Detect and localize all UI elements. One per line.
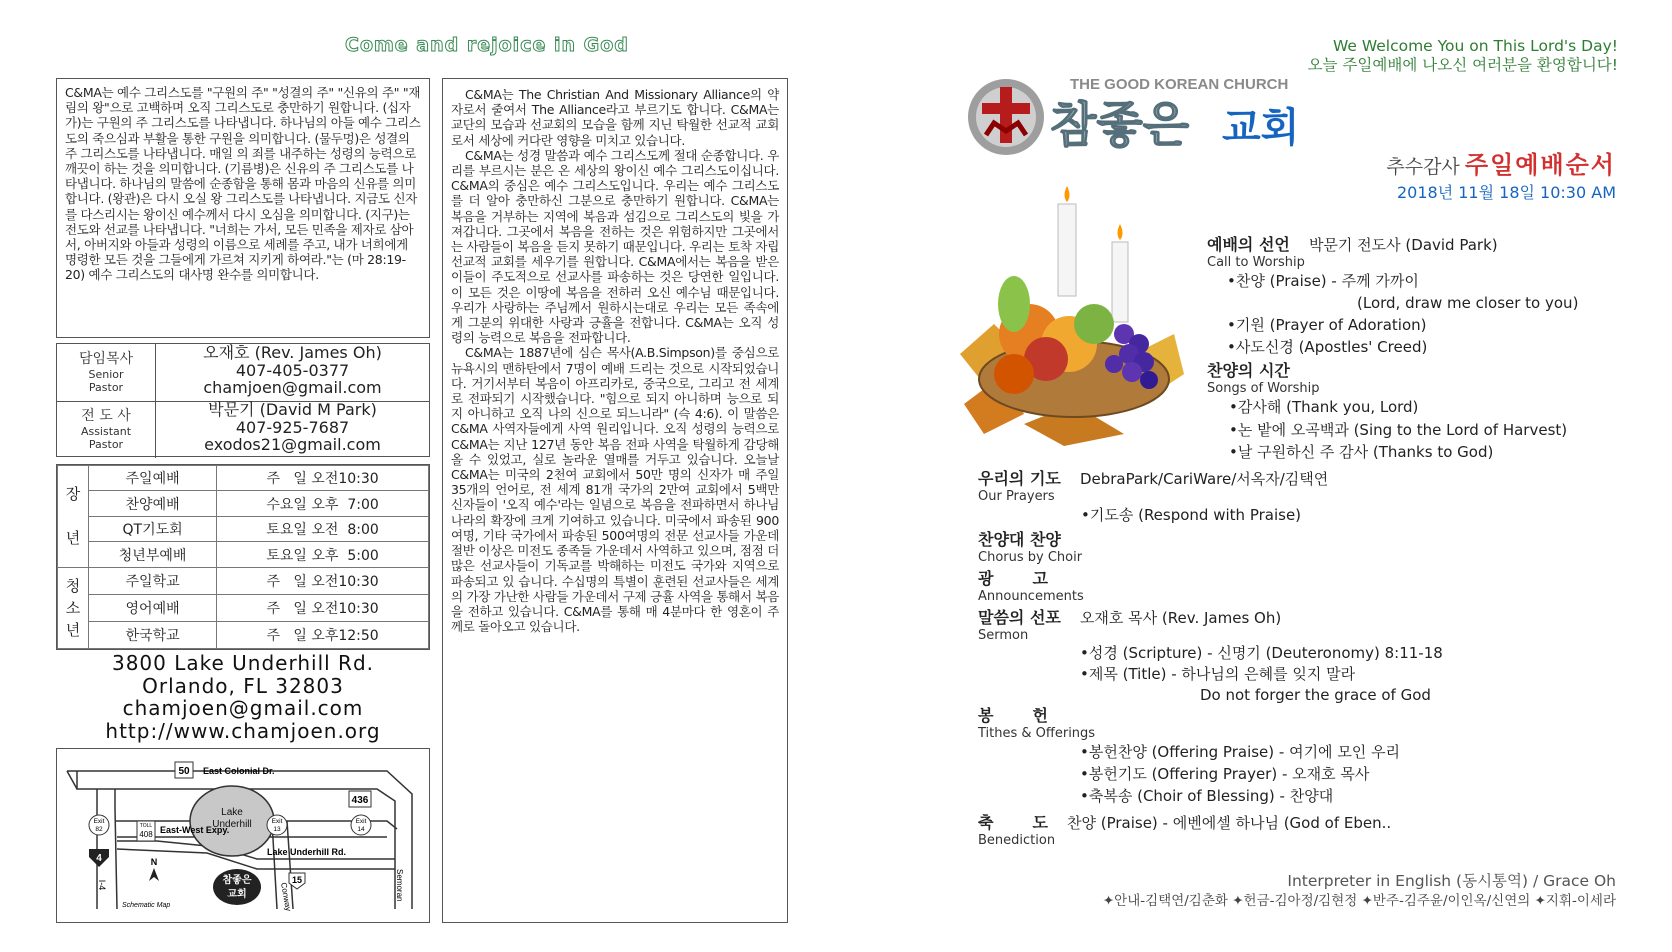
schedule-row	[58, 621, 429, 648]
worship-benediction	[978, 810, 1391, 848]
cma-about-column	[442, 78, 788, 923]
interpreter-note: Interpreter in English (동시통역) / Grace Oh	[1287, 872, 1616, 890]
map-drawing	[57, 749, 428, 921]
order-item: •제목 (Title) - 하나님의 은혜를 잊지 말라	[1080, 665, 1356, 683]
order-item: •봉헌찬양 (Offering Praise) - 여기에 모인 우리	[1080, 743, 1401, 761]
staff-name: 박문기 (David M Park)	[208, 400, 377, 419]
worship-announcements	[978, 566, 1084, 604]
about-paragraph: C&MA는 성경 말씀과 예수 그리스도께 절대 순종합니다. 우리를 부르시는 분은 온 세상의 왕이신 예수 그리스도이십니다. C&MA의 중심은 예수 그리스도입니다. 우리는 예수 그리스도를 더 알아 충만하신 그분으로 충만하기 원합니다. C&MA는 복음을 거부하는 지역에 복음과 섬김으로 그리스도의 빛을 가져갑니다. 그곳에서 복음을 전하는 것은 위험하지만 그곳에서는 사람들이 복음을 듣지 못하기 때문입니다. 우리는 토착 자립 선교적 교회를 세우기를 원합니다. C&MA에서는 복음을 받은 이들이 주도적으로 선교사를 파송하는 것은 당연한 일입니다. 이 모든 것은 이땅에 복음을 전하러 오신 예수님 때문입니다. 우리가 사랑하는 주님께서 원하시는대로 우리는 모든 족속에게 그분의 위대한 사랑과 긍휼을 전합니다. C&MA는 오직 성령의 능력으로 복음을 전파합니다.	[451, 147, 779, 346]
volunteer-list: ✦안내-김택연/김춘화 ✦헌금-김아정/김현정 ✦반주-김주윤/이인옥/신연의 ✦지휘-이세라	[1102, 893, 1616, 909]
role-en: Pastor	[88, 438, 124, 451]
order-title: 말씀의 선포	[978, 608, 1061, 627]
service-title-order: 주일예배순서	[1464, 151, 1616, 179]
about-paragraph: C&MA는 The Christian And Missionary Alliance의 약자로서 줄여서 The Alliance라고 부르기도 합니다. C&MA는 교단의 모습과 선교회의 모습을 함께 지닌 탁월한 선교적 교회로서 세상에 커다란 영향을 미치고 있습니다.	[451, 87, 779, 148]
map-exit13-num: 13	[273, 826, 281, 833]
order-item: •축복송 (Choir of Blessing) - 찬양대	[1080, 787, 1334, 805]
schedule-group-youth: 청 소 년	[58, 567, 89, 648]
about-paragraph: C&MA는 1887년에 심슨 목사(A.B.Simpson)를 중심으로 뉴욕시의 맨하탄에서 7명이 예배 드리는 것으로 시작되었습니다. 거기서부터 복음이 아프리카로, 중국으로, 그리고 전 세계로 전파되기 시작했습니다. "힘으로 되지 아니하며 능으로 되지 아니하고 오직 나의 신으로 되느니라" (슥 4:6). 이 말씀은 C&MA 사역자들에게 사역 원리입니다. 오직 성령의 능력으로 C&MA는 지난 127년 동안 복음 전파 사역을 탁월하게 감당해 올 수 있었고, 실로 놀라운 열매를 거두고 있습니다. 오늘날 C&MA는 미국의 2천여 교회에서 50만 명의 신자가 매 주일 35개의 언어로, 전 세계 81개 국가의 2만여 교회에서 5백만 신자들이 '오직 예수'라는 일념으로 복음을 전파하면서 하나님 나라의 확장에 크게 기여하고 있습니다. 미국에서 파송된 900여명, 기타 국가에서 파송된 500여명의 전문 선교사들 가운데 절반 이상은 미전도 종족들 가운데서 사역하고 있으며, 점점 더 많은 선교사들이 기독교를 박해하는 미전도 국가와 지역으로 파송되고 있 습니다. 수십명의 특별이 훈련된 선교사들은 세계의 가장 가난한 사람들 가운데서 구제 긍휼 사역을 통해서 복음을 전하고 있습니다. C&MA를 통해 매 4분마다 한 영혼이 주께로 돌아오고 있습니다.	[451, 345, 779, 635]
schedule-row	[58, 516, 429, 541]
order-title: 찬양의 시간	[1207, 361, 1290, 380]
map-exit14-num: 14	[357, 826, 365, 833]
logo-en-text: THE GOOD KOREAN CHURCH	[1070, 76, 1289, 93]
order-title-en: Tithes & Offerings	[978, 726, 1096, 741]
order-title-en: Benediction	[978, 833, 1056, 848]
order-title-en: Announcements	[978, 589, 1084, 604]
order-title-en: Call to Worship	[1207, 255, 1305, 270]
map-church-label: 교회	[227, 889, 247, 900]
order-title: 찬양대 찬양	[978, 530, 1061, 549]
order-leader: 박문기 전도사 (David Park)	[1308, 236, 1498, 254]
staff-info	[155, 344, 429, 401]
order-item: •날 구원하신 주 감사 (Thanks to God)	[1229, 443, 1494, 461]
role-en: Pastor	[88, 381, 124, 394]
page-tagline: Come and rejoice in God	[345, 34, 629, 56]
order-item: •찬양 (Praise) - 주께 가까이	[1227, 272, 1419, 290]
schedule-name: 청년부예배	[89, 542, 217, 567]
staff-phone: 407-925-7687	[235, 417, 350, 437]
role-ko: 담임목사	[78, 351, 134, 367]
map-semoran: Semoran	[395, 869, 404, 902]
role-en: Assistant	[80, 425, 132, 438]
service-title	[1386, 145, 1616, 180]
cma-creed-box	[56, 78, 430, 338]
staff-email: chamjoen@gmail.com	[203, 378, 382, 397]
north-icon: N	[150, 857, 158, 867]
staff-info	[155, 401, 429, 458]
map-lake-label: Underhill	[212, 819, 252, 830]
address-email[interactable]: chamjoen@gmail.com	[122, 696, 364, 720]
service-title-thanksgiving: 추수감사	[1386, 156, 1460, 178]
map-conway: Conway	[279, 881, 293, 912]
map-i4: 4	[96, 853, 102, 864]
address-city: Orlando, FL 32803	[142, 673, 344, 698]
order-title: 광 고	[978, 569, 1048, 588]
schedule-time: 수요일 오후 7:00	[217, 491, 429, 516]
schedule-row	[58, 466, 429, 491]
logo-ko-text: 참좋은	[1050, 97, 1190, 153]
schedule-row	[58, 542, 429, 567]
order-title-en: Sermon	[978, 628, 1029, 643]
worship-sermon	[978, 605, 1443, 706]
order-title: 우리의 기도	[978, 469, 1061, 488]
schedule-row	[58, 594, 429, 621]
order-item: (Lord, draw me closer to you)	[1357, 294, 1579, 312]
order-item: Do not forger the grace of God	[1200, 686, 1431, 704]
staff-row-assistant	[57, 401, 429, 458]
role-en: Senior	[88, 368, 124, 381]
map-lake-underhill-rd: Lake Underhill Rd.	[267, 847, 347, 857]
staff-role	[57, 344, 155, 401]
welcome-ko: 오늘 주일예배에 나오신 여러분을 환영합니다!	[1307, 56, 1618, 74]
map-toll: TOLL	[139, 823, 153, 829]
map-i4-label: I-4	[97, 879, 107, 891]
map-east-west: East-West Expy.	[160, 825, 230, 835]
map-hw50: 50	[178, 766, 190, 777]
schedule-name: 영어예배	[89, 594, 217, 621]
map-exit82: Exit	[93, 818, 105, 825]
church-logo	[960, 73, 1410, 163]
map-schematic-label: Schematic Map	[122, 902, 171, 909]
order-title: 예배의 선언	[1207, 235, 1290, 254]
church-address	[56, 652, 430, 742]
harvest-cornucopia-icon	[954, 184, 1189, 449]
order-title-en: Our Prayers	[978, 489, 1055, 504]
service-date: 2018년 11월 18일 10:30 AM	[1396, 183, 1616, 202]
order-leader: 찬양 (Praise) - 에벤에셀 하나님 (God of Eben..	[1066, 814, 1392, 832]
logo-emblem-icon	[960, 73, 1410, 163]
staff-phone: 407-405-0377	[235, 360, 350, 380]
map-lake-label: Lake	[221, 807, 243, 818]
schedule-name: 한국학교	[89, 621, 217, 648]
schedule-time: 주 일 오후12:50	[217, 621, 429, 648]
schedule-time: 주 일 오전10:30	[217, 594, 429, 621]
schedule-time: 토요일 오전 8:00	[217, 516, 429, 541]
schedule-time: 주 일 오전10:30	[217, 567, 429, 594]
welcome-en: We Welcome You on This Lord's Day!	[1332, 37, 1618, 55]
address-street: 3800 Lake Underhill Rd.	[111, 651, 375, 675]
worship-songs	[1207, 358, 1567, 464]
map-exit13: Exit	[271, 818, 283, 825]
schedule-time: 토요일 오후 5:00	[217, 542, 429, 567]
order-item: •사도신경 (Apostles' Creed)	[1227, 338, 1428, 356]
schedule-name: 주일학교	[89, 567, 217, 594]
order-title: 축 도	[978, 813, 1048, 832]
staff-name: 오재호 (Rev. James Oh)	[203, 343, 382, 362]
schedule-time: 주 일 오전10:30	[217, 466, 429, 491]
order-leader: 오재호 목사 (Rev. James Oh)	[1079, 609, 1282, 627]
map-hw15: 15	[291, 875, 303, 885]
order-title-en: Chorus by Choir	[978, 550, 1083, 565]
order-item: •논 밭에 오곡백과 (Sing to the Lord of Harvest)	[1229, 420, 1568, 439]
map-hw436: 436	[351, 795, 369, 806]
order-item: •기도송 (Respond with Praise)	[1081, 506, 1302, 524]
order-title-en: Songs of Worship	[1207, 381, 1320, 396]
order-item: •감사해 (Thank you, Lord)	[1229, 398, 1419, 416]
staff-row-senior	[57, 344, 429, 402]
creed-text: C&MA는 예수 그리스도를 "구원의 주" "성결의 주" "신유의 주" "재림의 왕"으로 고백하며 오직 그리스도로 충만하기 원합니다. (십자가)는 구원의 주 그리스도를 나타냅니다. 하나님의 아들 예수 그리스도의 죽으심과 부활을 통한 구원을 의미합니다. (물두멍)은 성결의 주 그리스도를 나타냅니다. 매일 의 죄를 내주하는 성령의 능력으로 깨끗이 하는 것을 의미합니다. (기름병)은 신유의 주 그리스도를 나타냅니다. 하나님의 말씀에 순종함을 통해 몸과 마음의 신유를 의미합니다. (왕관)은 다시 오실 왕 그리스도를 나타냅니다. 지금도 신자를 다스리시는 왕이신 예수께서 다시 오심을 의미합니다. (지구)는 전도와 선교를 나타냅니다. "너희는 가서, 모든 민족을 제자로 삼아서, 아버지와 아들과 성령의 이름으로 세례를 주고, 내가 너희에게 명령한 모든 것을 그들에게 가르쳐 지키게 하여라."는 (마 28:19-20) 예수 그리스도의 대사명 완수를 의미합니다.	[65, 85, 421, 283]
role-ko: 전 도 사	[81, 408, 131, 424]
worship-prayers	[978, 466, 1328, 525]
map-hw408: 408	[139, 830, 153, 839]
staff-box	[56, 343, 430, 457]
welcome-banner	[1308, 37, 1618, 75]
logo-ko-text2: 교회	[1222, 105, 1300, 151]
order-title: 봉 헌	[978, 706, 1048, 725]
schedule-row	[58, 491, 429, 516]
staff-email: exodos21@gmail.com	[204, 435, 381, 454]
schedule-group-adult: 장 년	[58, 466, 89, 568]
schedule-name: 주일예배	[89, 466, 217, 491]
worship-choir	[978, 527, 1082, 565]
worship-call	[1207, 232, 1578, 358]
map-church-label: 참좋은	[222, 875, 252, 886]
order-leader: DebraPark/CariWare/서옥자/김택연	[1079, 470, 1329, 488]
schedule-name: 찬양예배	[89, 491, 217, 516]
map-exit14: Exit	[355, 818, 367, 825]
address-website[interactable]: http://www.chamjoen.org	[105, 718, 381, 743]
worship-offering	[978, 703, 1400, 807]
harvest-illustration	[954, 184, 1189, 449]
order-item: •기원 (Prayer of Adoration)	[1227, 316, 1427, 334]
schedule-name: QT기도회	[89, 516, 217, 541]
schematic-map	[56, 748, 430, 923]
schedule-table	[56, 464, 430, 650]
order-item: •성경 (Scripture) - 신명기 (Deuteronomy) 8:11-18	[1080, 644, 1443, 662]
map-exit82-num: 82	[95, 826, 103, 833]
map-east-colonial: East Colonial Dr.	[203, 766, 275, 776]
staff-role	[57, 401, 155, 458]
order-item: •봉헌기도 (Offering Prayer) - 오재호 목사	[1080, 765, 1370, 783]
schedule-row	[58, 567, 429, 594]
